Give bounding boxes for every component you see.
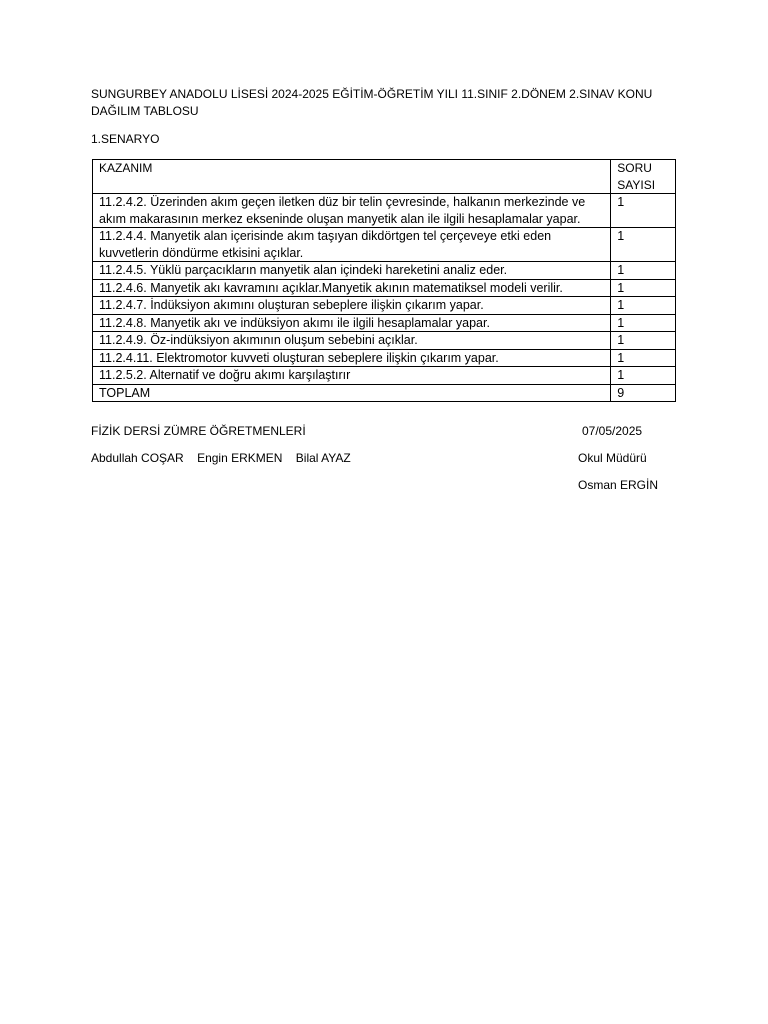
table-row: [93, 279, 676, 297]
soru-cell: 1: [611, 279, 676, 297]
principal-title: Okul Müdürü: [578, 451, 647, 465]
table-row: [93, 262, 676, 280]
scenario-label: 1.SENARYO: [91, 132, 160, 146]
teacher-name: Engin ERKMEN: [197, 451, 283, 465]
table-row: [93, 349, 676, 367]
distribution-table: [92, 159, 676, 402]
table-header-row: [93, 160, 676, 194]
kazanim-cell: 11.2.4.11. Elektromotor kuvveti oluşturan sebeplere ilişkin çıkarım yapar.: [93, 349, 611, 367]
soru-cell: 1: [611, 314, 676, 332]
header-soru-sayisi: SORU SAYISI: [611, 160, 676, 194]
total-value: 9: [611, 384, 676, 402]
table-row: [93, 367, 676, 385]
kazanim-cell: 11.2.4.7. İndüksiyon akımını oluşturan sebeplere ilişkin çıkarım yapar.: [93, 297, 611, 315]
table-row: [93, 228, 676, 262]
table-row: [93, 314, 676, 332]
kazanim-cell: 11.2.4.4. Manyetik alan içerisinde akım taşıyan dikdörtgen tel çerçeveye etki eden kuvvetlerin döndürme etkisini açıklar.: [93, 228, 611, 262]
header-kazanim: KAZANIM: [93, 160, 611, 194]
principal-name: Osman ERGİN: [578, 478, 659, 492]
teacher-names: [91, 450, 361, 467]
soru-cell: 1: [611, 349, 676, 367]
soru-cell: 1: [611, 194, 676, 228]
page-title: SUNGURBEY ANADOLU LİSESİ 2024-2025 EĞİTİM-ÖĞRETİM YILI 11.SINIF 2.DÖNEM 2.SINAV KONU DAĞILIM TABLOSU: [91, 87, 653, 118]
table-row: [93, 297, 676, 315]
total-label: TOPLAM: [93, 384, 611, 402]
kazanim-cell: 11.2.4.6. Manyetik akı kavramını açıklar.Manyetik akının matematiksel modeli verilir.: [93, 279, 611, 297]
soru-cell: 1: [611, 228, 676, 262]
kazanim-cell: 11.2.4.5. Yüklü parçacıkların manyetik alan içindeki hareketini analiz eder.: [93, 262, 611, 280]
soru-cell: 1: [611, 367, 676, 385]
table-row: [93, 332, 676, 350]
teacher-name: Abdullah COŞAR: [91, 451, 184, 465]
soru-cell: 1: [611, 297, 676, 315]
kazanim-cell: 11.2.4.2. Üzerinden akım geçen iletken düz bir telin çevresinde, halkanın merkezinde ve akım makarasının merkez ekseninde oluşan manyetik alan ile ilgili hesaplamalar yapar.: [93, 194, 611, 228]
soru-cell: 1: [611, 332, 676, 350]
teacher-name: Bilal AYAZ: [295, 451, 351, 465]
kazanim-cell: 11.2.4.9. Öz-indüksiyon akımının oluşum sebebini açıklar.: [93, 332, 611, 350]
kazanim-cell: 11.2.4.8. Manyetik akı ve indüksiyon akımı ile ilgili hesaplamalar yapar.: [93, 314, 611, 332]
kazanim-cell: 11.2.5.2. Alternatif ve doğru akımı karşılaştırır: [93, 367, 611, 385]
table-total-row: [93, 384, 676, 402]
document-date: 07/05/2025: [582, 424, 643, 438]
teachers-title: FİZİK DERSİ ZÜMRE ÖĞRETMENLERİ: [91, 424, 306, 438]
table-row: [93, 194, 676, 228]
soru-cell: 1: [611, 262, 676, 280]
